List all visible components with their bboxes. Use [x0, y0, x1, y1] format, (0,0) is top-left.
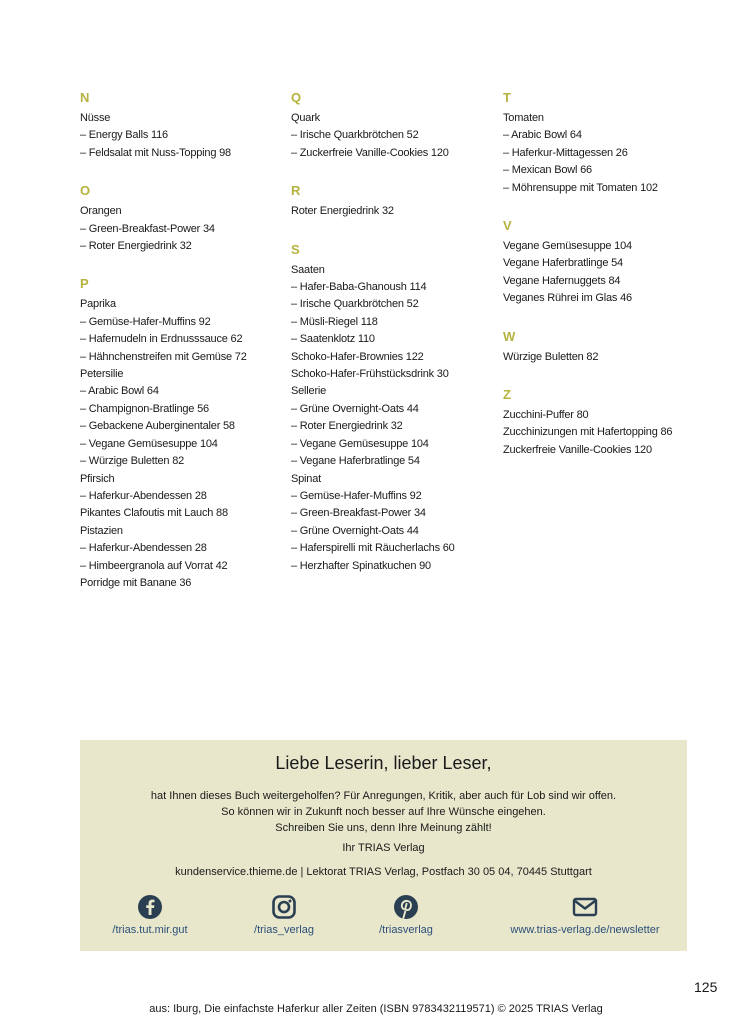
index-section — [503, 217, 713, 308]
index-entry: Petersilie — [80, 368, 124, 381]
index-entry: – Mexican Bowl 66 — [503, 164, 592, 177]
index-entry: Pikantes Clafoutis mit Lauch 88 — [80, 507, 228, 520]
index-entry: Quark — [291, 112, 320, 124]
index-entry: Vegane Hafernuggets 84 — [503, 274, 621, 287]
index-entry: – Herzhafter Spinatkuchen 90 — [291, 559, 431, 572]
index-entry: Paprika — [80, 298, 116, 311]
index-entry: – Irische Quarkbrötchen 52 — [291, 129, 419, 142]
index-letter-heading: W — [503, 328, 516, 344]
index-letter-heading: Q — [291, 90, 302, 105]
index-section — [503, 89, 713, 197]
index-letter-heading: N — [80, 90, 90, 105]
pinterest-icon — [393, 894, 419, 920]
instagram-icon — [271, 894, 297, 920]
social-newsletter[interactable] — [490, 894, 680, 936]
reader-box-signature: Ihr TRIAS Verlag — [342, 842, 425, 854]
index-entry: – Grüne Overnight-Oats 44 — [291, 524, 419, 537]
index-section — [80, 275, 290, 592]
citation-footer: aus: Iburg, Die einfachste Haferkur aller Zeiten (ISBN 9783432119571) © 2025 TRIAS Verlag — [149, 1003, 603, 1015]
index-entry: – Green-Breakfast-Power 34 — [291, 507, 426, 520]
index-entry: Vegane Haferbratlinge 54 — [503, 257, 623, 270]
index-entry: – Arabic Bowl 64 — [80, 385, 159, 398]
index-entry: Würzige Buletten 82 — [503, 350, 599, 363]
index-entry: – Haferkur-Mittagessen 26 — [503, 146, 628, 159]
index-section — [80, 89, 290, 162]
index-entry: – Vegane Gemüsesuppe 104 — [291, 437, 429, 450]
reader-box-line: hat Ihnen dieses Buch weitergeholfen? Für Anregungen, Kritik, aber auch für Lob sind wir offen. — [150, 790, 617, 802]
index-entry: – Irische Quarkbrötchen 52 — [291, 298, 419, 311]
index-entry: Porridge mit Banane 36 — [80, 576, 192, 589]
index-entry: – Arabic Bowl 64 — [503, 129, 582, 142]
facebook-icon — [137, 894, 163, 920]
social-label: /triasverlag — [379, 924, 433, 936]
index-entry: – Hafer-Baba-Ghanoush 114 — [291, 281, 427, 294]
index-entry: – Green-Breakfast-Power 34 — [80, 222, 215, 235]
index-entry: Saaten — [291, 263, 325, 276]
index-letter-heading: P — [80, 276, 89, 292]
index-letter-heading: V — [503, 218, 512, 234]
index-section — [80, 182, 290, 255]
index-entry: – Feldsalat mit Nuss-Topping 98 — [80, 146, 231, 159]
index-entry: – Möhrensuppe mit Tomaten 102 — [503, 181, 658, 194]
index-entry: Pfirsich — [80, 472, 115, 485]
index-entry: Schoko-Hafer-Frühstücksdrink 30 — [291, 368, 449, 381]
index-column-3 — [503, 89, 713, 479]
index-column-1 — [80, 89, 290, 612]
index-entry: – Champignon-Bratlinge 56 — [80, 402, 209, 415]
index-entry: Spinat — [291, 472, 321, 485]
index-entry: – Himbeergranola auf Vorrat 42 — [80, 559, 228, 572]
index-entry: Zucchinizungen mit Hafertopping 86 — [503, 426, 673, 439]
index-entry: Schoko-Hafer-Brownies 122 — [291, 350, 424, 363]
reader-box-contact: kundenservice.thieme.de | Lektorat TRIAS Verlag, Postfach 30 05 04, 70445 Stuttgart — [175, 866, 592, 878]
index-entry: – Vegane Haferbratlinge 54 — [291, 455, 420, 468]
index-letter-heading: O — [80, 183, 91, 199]
page-number: 125 — [694, 979, 718, 995]
reader-box-line: Schreiben Sie uns, denn Ihre Meinung zählt! — [275, 822, 492, 834]
index-entry: – Roter Energiedrink 32 — [291, 420, 403, 433]
index-entry: – Gebackene Auberginentaler 58 — [80, 420, 235, 433]
index-entry: – Roter Energiedrink 32 — [80, 240, 192, 253]
index-letter-heading: Z — [503, 387, 511, 403]
index-entry: – Hähnchenstreifen mit Gemüse 72 — [80, 350, 247, 363]
index-letter-heading: R — [291, 183, 301, 199]
index-letter-heading: T — [503, 90, 511, 105]
mail-icon — [571, 894, 599, 920]
index-column-2 — [291, 89, 501, 595]
index-section — [503, 328, 713, 366]
index-section — [291, 241, 501, 575]
social-pinterest[interactable] — [364, 894, 448, 936]
social-instagram[interactable] — [242, 894, 326, 936]
social-label: www.trias-verlag.de/newsletter — [510, 924, 660, 936]
index-section — [291, 182, 501, 220]
index-entry: – Haferkur-Abendessen 28 — [80, 489, 207, 502]
index-section — [291, 89, 501, 162]
index-entry: Zucchini-Puffer 80 — [503, 409, 589, 422]
index-entry: – Haferspirelli mit Räucherlachs 60 — [291, 542, 455, 555]
index-entry: Tomaten — [503, 112, 544, 124]
reader-box-title: Liebe Leserin, lieber Leser, — [275, 753, 492, 773]
index-entry: Orangen — [80, 205, 122, 218]
index-entry: Zuckerfreie Vanille-Cookies 120 — [503, 443, 652, 456]
reader-feedback-box — [80, 740, 687, 951]
index-entry: – Würzige Buletten 82 — [80, 455, 185, 468]
index-entry: Roter Energiedrink 32 — [291, 205, 394, 218]
index-entry: – Gemüse-Hafer-Muffins 92 — [80, 315, 211, 328]
index-entry: – Hafernudeln in Erdnusssauce 62 — [80, 333, 243, 346]
index-entry: Nüsse — [80, 112, 111, 124]
index-entry: – Haferkur-Abendessen 28 — [80, 542, 207, 555]
index-entry: Sellerie — [291, 385, 327, 398]
index-entry: – Grüne Overnight-Oats 44 — [291, 402, 419, 415]
reader-box-text — [80, 788, 687, 836]
index-entry: – Energy Balls 116 — [80, 129, 168, 142]
index-letter-heading: S — [291, 241, 300, 257]
index-entry: Vegane Gemüsesuppe 104 — [503, 240, 632, 253]
index-entry: Veganes Rührei im Glas 46 — [503, 292, 632, 305]
index-entry: Pistazien — [80, 524, 123, 537]
index-entry: – Zuckerfreie Vanille-Cookies 120 — [291, 146, 449, 159]
index-entry: – Gemüse-Hafer-Muffins 92 — [291, 489, 422, 502]
social-label: /trias.tut.mir.gut — [112, 924, 188, 936]
index-entry: – Vegane Gemüsesuppe 104 — [80, 437, 218, 450]
index-entry: – Müsli-Riegel 118 — [291, 315, 378, 328]
index-section — [503, 386, 713, 459]
index-entry: – Saatenklotz 110 — [291, 333, 375, 346]
reader-box-line: So können wir in Zukunft noch besser auf Ihre Wünsche eingehen. — [221, 806, 546, 818]
social-label: /trias_verlag — [254, 924, 314, 936]
social-facebook[interactable] — [102, 894, 198, 936]
